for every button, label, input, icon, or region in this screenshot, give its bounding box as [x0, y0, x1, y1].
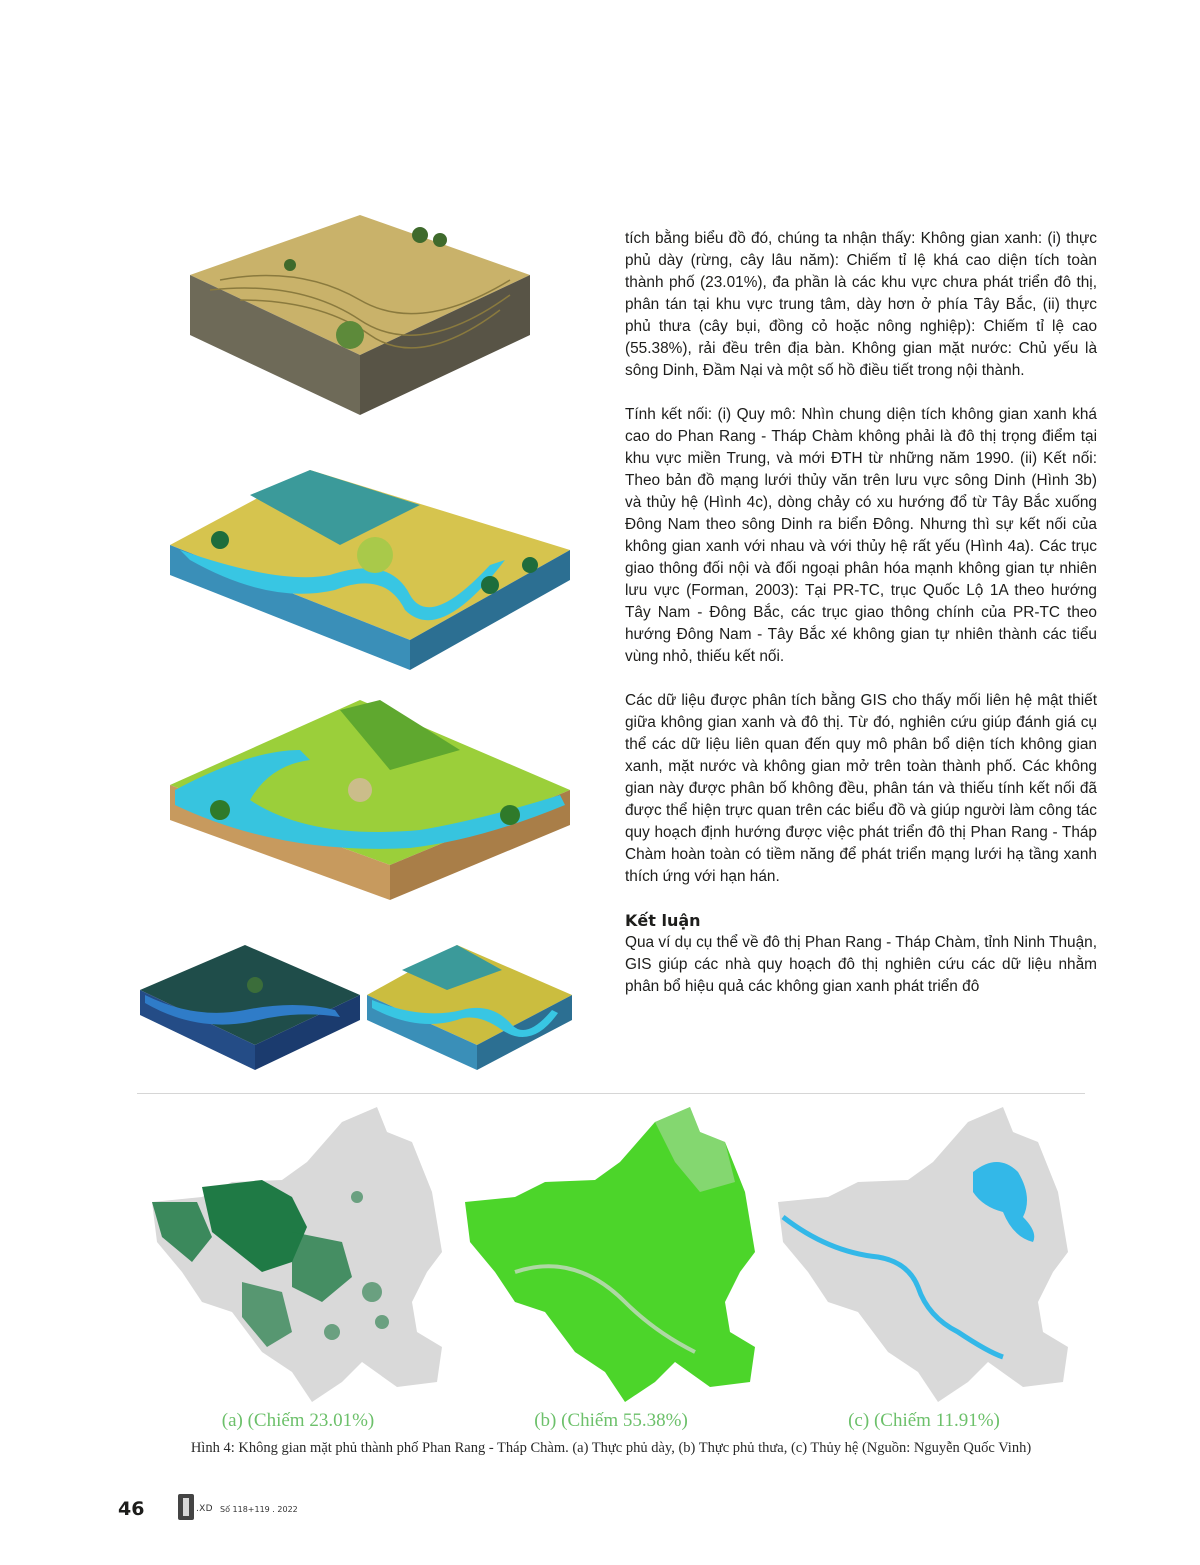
- terrain-illustration-4: [135, 940, 365, 1080]
- terrain-illustration-5: [362, 940, 577, 1080]
- page-number: 46: [118, 1498, 145, 1520]
- paragraph-green-space: tích bằng biểu đồ đó, chúng ta nhận thấy: Không gian xanh: (i) thực phủ dày (rừng, cây lâu năm): Chiếm tỉ lệ khá cao diện tích toàn thành phố (23.01%), đa phần là các khu vực chưa phát triển đô thị, phân tán tại khu vực trung tâm, dày hơn ở phía Tây Bắc, (ii) thực phủ thưa (cây bụi, đồng cỏ hoặc nông nghiệp): Chiếm tỉ lệ cao (55.38%), rải đều trên địa bàn. Không gian mặt nước: Chủ yếu là sông Dinh, Đầm Nại và một số hồ điều tiết trong nội thành.: [625, 230, 1097, 379]
- terrain-illustration-3: [160, 690, 580, 915]
- paragraph-conclusion: Qua ví dụ cụ thể về đô thị Phan Rang - Tháp Chàm, tỉnh Ninh Thuận, GIS giúp các nhà quy hoạch đô thị nghiên cứu các dữ liệu nhằm phân bổ hiệu quả các không gian xanh phát triển đô: [625, 934, 1097, 995]
- magazine-name: .XD: [196, 1504, 213, 1514]
- article-body: [625, 228, 1097, 998]
- map-sparse-cover: [455, 1102, 767, 1402]
- map-label-dense: (a) (Chiếm 23.01%): [221, 1410, 375, 1431]
- map-label-water: (c) (Chiếm 11.91%): [848, 1410, 1000, 1431]
- terrain-illustration-1: [180, 205, 540, 435]
- magazine-logo-icon: [178, 1494, 194, 1520]
- terrain-illustration-2: [160, 455, 580, 680]
- paragraph-gis-analysis: Các dữ liệu được phân tích bằng GIS cho thấy mối liên hệ mật thiết giữa không gian xanh và đô thị. Từ đó, nghiên cứu giúp đánh giá cụ thể các dữ liệu liên quan đến quy mô phân bổ diện tích không gian xanh, mặt nước và không gian mở trên toàn thành phố. Các không gian này được phân bố không đều, phân tán và thiếu tính kết nối đã được thể hiện trực quan trên các biểu đồ và giúp người làm công tác quy hoạch định hướng được việc phát triển đô thị Phan Rang - Tháp Chàm hoàn toàn có tiềm năng để phát triển mạng lưới hạ tầng xanh thích ứng với hạn hán.: [625, 692, 1097, 885]
- issue-number: Số 118+119 . 2022: [220, 1505, 298, 1514]
- map-water-system: [768, 1102, 1080, 1402]
- figure-4-maps: [137, 1093, 1085, 1441]
- section-heading-conclusion: Kết luận: [625, 911, 701, 930]
- figure-caption: Hình 4: Không gian mặt phủ thành phố Phan Rang - Tháp Chàm. (a) Thực phủ dày, (b) Thực phủ thưa, (c) Thủy hệ (Nguồn: Nguyễn Quốc Vinh): [190, 1440, 1032, 1456]
- map-dense-cover: [142, 1102, 454, 1402]
- paragraph-connectivity: Tính kết nối: (i) Quy mô: Nhìn chung diện tích không gian xanh khá cao do Phan Rang - Tháp Chàm không phải là đô thị trọng điểm tại khu vực miền Trung, và mới ĐTH từ những năm 1990. (ii) Kết nối: Theo bản đồ mạng lưới thủy văn trên lưu vực sông Dinh (Hình 3b) và thủy hệ (Hình 4c), dòng chảy có xu hướng đổ từ Tây Bắc xuống Đông Nam theo sông Dinh ra biển Đông. Nhưng thì sự kết nối của không gian xanh với nhau và với thủy hệ rất yếu (Hình 4a). Các trục giao thông đối nội và đối ngoại phân hóa mạnh không gian tự nhiên lưu vực (Forman, 2003): Tại PR-TC, trục Quốc Lộ 1A theo hướng Tây Nam - Đông Bắc, các trục giao thông chính của PR-TC theo hướng Đông Nam - Tây Bắc xé không gian tự nhiên thành các tiểu vùng nhỏ, thiếu kết nối.: [625, 406, 1097, 665]
- map-label-sparse: (b) (Chiếm 55.38%): [534, 1410, 688, 1431]
